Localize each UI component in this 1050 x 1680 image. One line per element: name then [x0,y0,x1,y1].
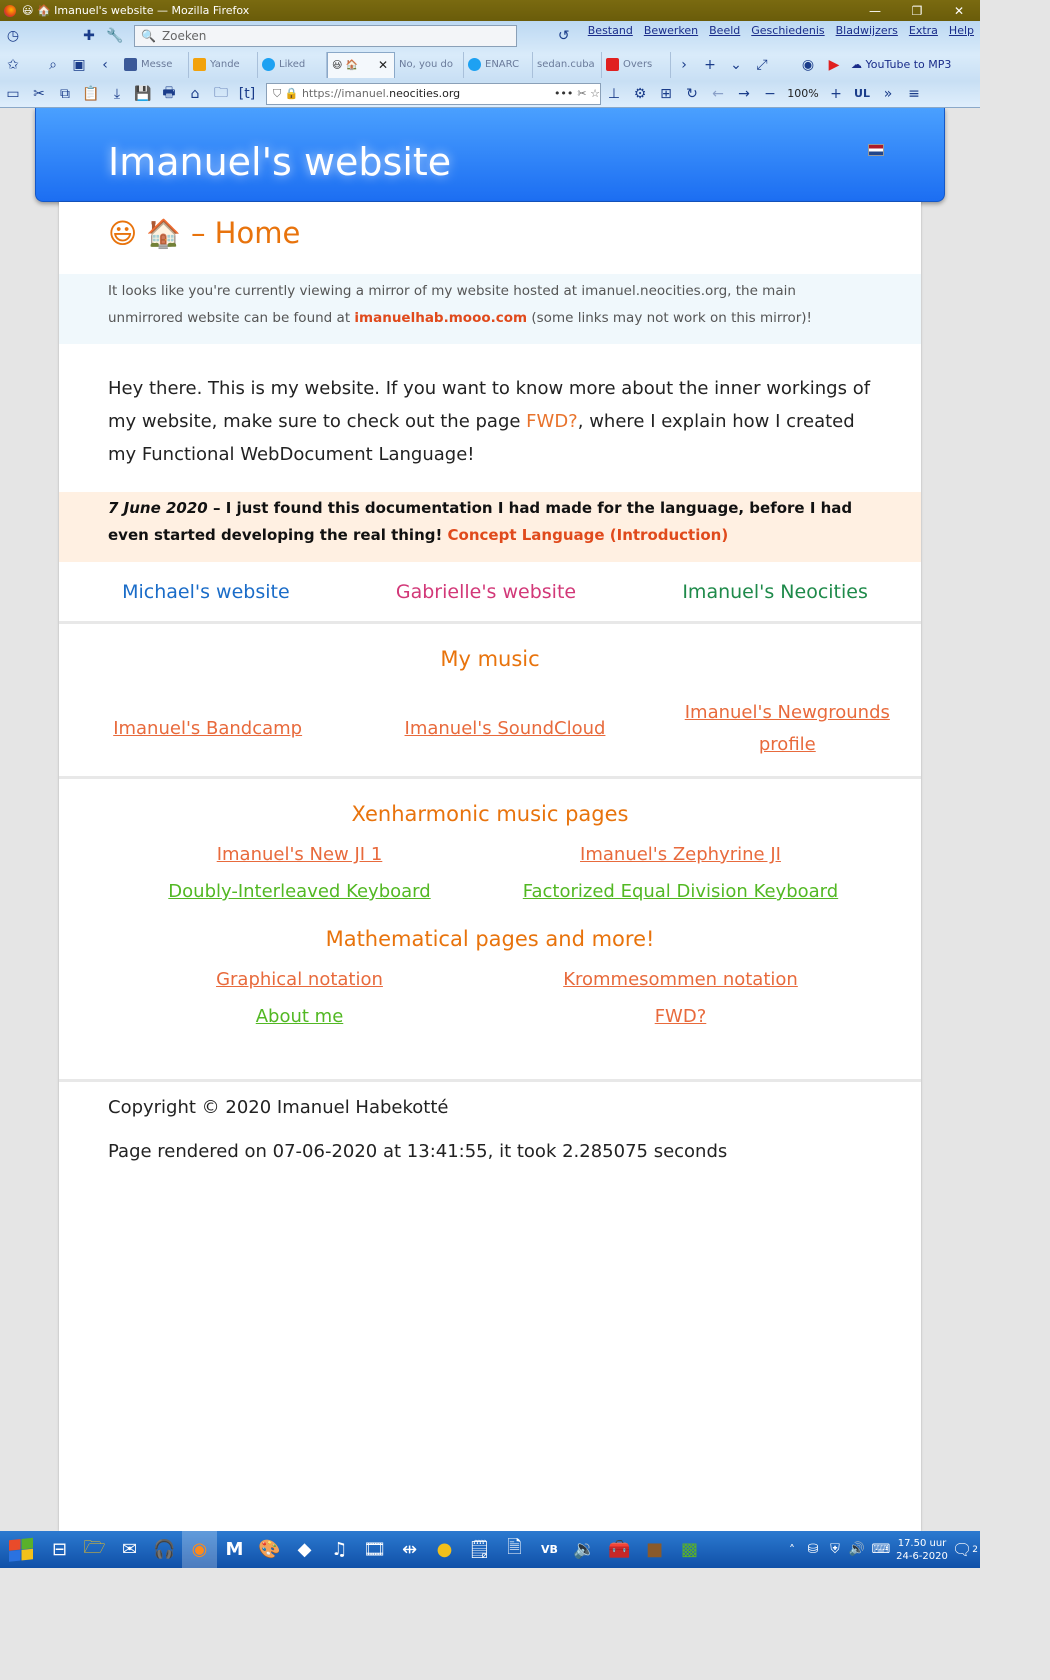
shield-icon: ⛉ [273,86,282,100]
audio-editor-icon[interactable]: ⇹ [401,1539,418,1560]
history-icon[interactable]: ◷ [6,27,20,44]
music-app-icon[interactable]: ♫ [331,1539,348,1560]
paint-icon[interactable]: 🎨 [258,1539,281,1560]
tab-scroll-left-icon[interactable]: ‹ [102,56,108,73]
clock-date: 24-6-2020 [896,1550,948,1562]
windows-logo-icon [9,1537,33,1562]
open-file-icon[interactable]: 🗀 [214,84,228,101]
music-section [59,627,921,779]
zoom-in-icon[interactable]: + [830,85,842,102]
minimize-button[interactable]: — [869,3,881,18]
search-input[interactable] [134,25,517,47]
search-placeholder: Zoeken [161,28,207,43]
document-icon[interactable]: 🗎 [507,1536,522,1558]
page-footer [108,1097,727,1185]
find-icon[interactable]: ⌕ [49,56,57,73]
editor-m-icon[interactable]: M [225,1539,244,1560]
page-viewport [0,108,980,1531]
chrome-like-icon[interactable]: ● [436,1539,453,1560]
overflow-icon[interactable]: » [883,85,893,102]
network-icon[interactable]: ⛁ [807,1542,819,1557]
vb-icon[interactable]: VB [541,1543,558,1556]
lock-icon: 🔒 [284,87,299,100]
tab-active-home[interactable]: 😃 🏠 ✕ [327,52,395,78]
reload-icon[interactable]: ↻ [686,85,698,102]
soundcloud-link[interactable]: Imanuel's SoundCloud [404,718,606,739]
math-links [109,965,871,1032]
new-tab-icon[interactable]: + [704,56,716,73]
tab-row [0,50,980,79]
task-view-icon[interactable]: ⊟ [51,1539,68,1560]
page-actions-icon[interactable]: ••• [553,87,574,100]
render-info-text: Page rendered on 07-06-2020 at 13:41:55, it took 2.285075 seconds [108,1141,728,1162]
menu-item-help[interactable]: Help [948,24,974,37]
facebook-icon [124,58,137,71]
concept-language-link[interactable]: Concept Language (Introduction) [447,526,729,544]
youtube-to-mp3-button[interactable]: ☁ YouTube to MP3 [851,58,952,71]
youtube-icon [606,58,619,71]
restore-session-icon[interactable]: ↺ [557,27,570,44]
site-header [35,108,945,202]
url-domain: neocities.org [389,87,461,100]
tab-strip [120,52,671,78]
mail-icon[interactable]: ✉ [121,1539,138,1560]
main-site-link[interactable]: imanuelhab.mooo.com [354,310,528,326]
ul-button[interactable]: UL [854,87,870,100]
imanuels-neocities-link[interactable]: Imanuel's Neocities [682,580,868,603]
windows-taskbar [0,1531,980,1568]
paste-icon[interactable]: 📋 [82,85,100,102]
minecraft-icon[interactable]: ■ [645,1539,663,1560]
notepad-icon[interactable]: 🗒 [468,1539,491,1560]
library-icon[interactable]: ⊞ [660,85,672,102]
address-bar[interactable] [266,83,601,105]
firefox-icon [4,5,16,17]
show-hidden-icons-icon[interactable]: ˄ [789,1542,795,1557]
gabrielles-website-link[interactable]: Gabrielle's website [395,580,577,603]
tab-scroll-right-icon[interactable]: › [681,56,687,73]
extensions-icon[interactable]: ✚ [83,27,95,44]
start-button[interactable] [0,1531,42,1568]
print-icon[interactable]: 🖶 [162,84,176,101]
fullscreen-icon[interactable]: ⤢ [756,56,768,73]
factorized-edk-link[interactable]: Factorized Equal Division Keyboard [522,881,839,902]
xenharmonic-links [109,840,871,907]
youtube-ext-icon[interactable]: ▶ [828,56,840,73]
copy-icon[interactable]: ⧉ [60,85,70,102]
michaels-website-link[interactable]: Michael's website [122,580,290,603]
pin-icon[interactable]: ⊥ [607,85,621,102]
tab-enarc[interactable]: ENARC [464,52,533,78]
new-ji-1-link[interactable]: Imanuel's New JI 1 [216,844,383,865]
clock-time: 17.50 uur [897,1537,947,1549]
menu-item-history[interactable]: Geschiedenis [751,24,825,37]
toolbar-row-1 [0,21,980,50]
xenharmonic-section [59,782,921,1082]
page-title: – Home [190,216,301,250]
close-tab-icon[interactable]: ✕ [377,58,388,72]
window-titlebar [0,0,980,21]
firefox-account-icon[interactable]: ◉ [801,56,815,73]
navigation-row [0,79,980,108]
notifications-icon[interactable]: 🗨 2 [951,1540,979,1559]
close-button[interactable]: ✕ [953,3,965,18]
copyright-text: Copyright © 2020 Imanuel Habekotté [108,1097,449,1118]
news-date: 7 June 2020 [108,499,208,517]
smiley-house-emoji: 😃 🏠 [108,216,181,250]
download-cloud-icon: ☁ [851,58,862,71]
fwd-page-link[interactable]: FWD? [654,1006,707,1027]
krommesommen-notation-link[interactable]: Krommesommen notation [563,969,798,990]
search-icon: 🔍 [141,28,156,43]
math-heading: Mathematical pages and more! [325,927,655,951]
file-explorer-icon[interactable]: 🗁 [83,1536,106,1558]
sidebar-icon[interactable]: ▭ [6,85,20,102]
page-content [59,202,921,1531]
system-tray [782,1531,980,1568]
mirror-notice: It looks like you're currently viewing a mirror of my website hosted at imanuel.neocities.org, the main unmirrored website can be found at imanuelhab.mooo.com (some links may not work on this mirror)! [59,274,921,344]
tab-overview-icon[interactable]: ▣ [72,56,86,73]
hamburger-menu-icon[interactable]: ≡ [908,85,920,102]
doubly-interleaved-keyboard-link[interactable]: Doubly-Interleaved Keyboard [168,881,431,902]
reader-icon[interactable]: [t] [238,85,256,102]
page-heading [108,216,300,250]
forward-icon[interactable]: → [738,85,750,102]
menu-bar [577,24,974,37]
site-title[interactable]: Imanuel's website [108,140,452,184]
tab-list-icon[interactable]: ⌄ [730,56,742,73]
taskbar-clock[interactable] [894,1537,950,1563]
related-sites [59,562,921,624]
image-icon [193,58,206,71]
menu-item-tools[interactable]: Extra [908,24,938,37]
music-heading: My music [440,647,540,671]
tab-yandex[interactable]: Yande [189,52,258,78]
volume-icon[interactable]: 🔊 [848,1542,866,1557]
tab-twitter-liked[interactable]: Liked [258,52,327,78]
newgrounds-link[interactable]: Imanuel's Newgrounds profile [684,702,890,755]
zoom-level[interactable]: 100% [787,87,819,100]
browser-chrome [0,21,980,108]
menu-item-bookmarks[interactable]: Bladwijzers [835,24,898,37]
about-me-link[interactable]: About me [255,1006,344,1027]
news-box: 7 June 2020 – I just found this documentation I had made for the language, before I had even started developing the real thing! Concept Language (Introduction) [59,492,921,562]
inkscape-icon[interactable]: ◆ [297,1539,312,1560]
url-prefix: https://imanuel. [301,87,390,100]
keyboard-icon[interactable]: ⌨ [871,1542,891,1557]
menu-item-file[interactable]: Bestand [587,24,633,37]
speaker-app-icon[interactable]: 🔉 [573,1539,596,1560]
fwd-link[interactable]: FWD? [526,411,578,432]
window-title: 😃 🏠 Imanuel's website — Mozilla Firefox [22,4,250,17]
minecraft-block-icon[interactable]: ▩ [680,1539,698,1560]
screenshot-icon[interactable]: ✂ [577,87,587,100]
graphical-notation-link[interactable]: Graphical notation [216,969,383,990]
xenharmonic-heading: Xenharmonic music pages [351,802,629,826]
tab-youtube[interactable]: Overs [602,52,671,78]
notification-count: 2 [972,1544,979,1555]
settings-gear-icon[interactable]: ⚙ [633,85,647,102]
restore-button[interactable]: ❐ [911,3,923,18]
security-icon[interactable]: ⛨ [830,1542,840,1557]
music-links [59,697,921,761]
tab-messenger[interactable]: Messe [120,52,189,78]
menu-item-view[interactable]: Beeld [709,24,741,37]
zephyrine-ji-link[interactable]: Imanuel's Zephyrine JI [580,844,781,865]
download-icon[interactable]: ⤓ [113,85,121,102]
cut-icon[interactable]: ✂ [33,85,45,102]
twitter-icon [468,58,481,71]
video-app-icon[interactable]: 🎞 [363,1539,386,1560]
firefox-taskbar-icon[interactable]: ◉ [182,1531,217,1568]
headphones-icon[interactable]: 🎧 [153,1539,176,1560]
bandcamp-link[interactable]: Imanuel's Bandcamp [113,718,303,739]
tab-no-you-do[interactable]: No, you do [395,52,464,78]
zoom-out-icon[interactable]: − [764,85,776,102]
toolbox-icon[interactable]: 🧰 [608,1539,631,1560]
home-icon[interactable]: ⌂ [190,85,200,102]
back-icon[interactable]: ← [712,85,724,102]
bookmark-star-icon[interactable]: ✩ [7,56,19,73]
tab-sedan-cuba[interactable]: sedan.cuba [533,52,602,78]
menu-item-edit[interactable]: Bewerken [643,24,699,37]
bookmark-page-icon[interactable]: ☆ [590,87,600,100]
save-icon[interactable]: 💾 [134,85,152,102]
wrench-icon[interactable]: 🔧 [106,27,124,44]
twitter-icon [262,58,275,71]
intro-paragraph: Hey there. This is my website. If you want to know more about the inner workings of my website, make sure to check out the page FWD?, where I explain how I created my Functional WebDocument Language! [108,378,871,465]
dutch-flag-icon[interactable] [868,144,884,156]
